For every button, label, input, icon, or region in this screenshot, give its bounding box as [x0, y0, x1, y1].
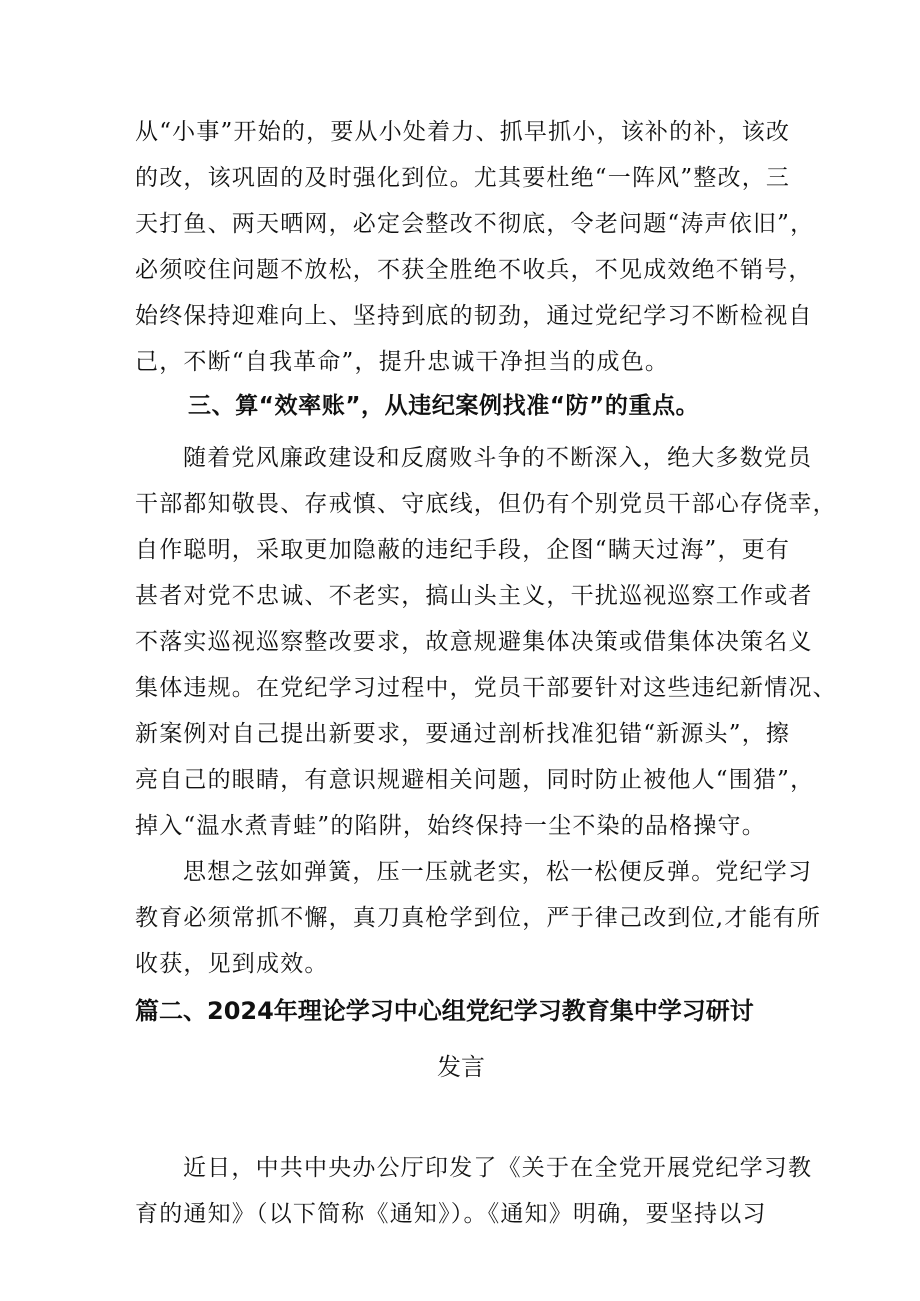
body-line: 思想之弦如弹簧，压一压就老实，松一松便反弹。党纪学习	[183, 859, 813, 885]
article-title: 篇二、2024年理论学习中心组党纪学习教育集中学习研讨	[135, 997, 754, 1025]
body-line: 近日，中共中央办公厅印发了《关于在全党开展党纪学习教	[183, 1155, 813, 1181]
body-line: 教育必须常抓不懈，真刀真枪学到位，严于律己改到位,才能有所	[135, 905, 822, 931]
body-line: 自作聪明，采取更加隐蔽的违纪手段，企图“瞒天过海”，更有	[135, 537, 791, 563]
section-heading: 三、算“效率账”，从违纪案例找准“防”的重点。	[188, 393, 700, 419]
article-title-continuation: 发言	[437, 1053, 485, 1081]
body-line: 育的通知》（以下简称《通知》）。《通知》明确，要坚持以习	[135, 1201, 767, 1227]
body-line: 从“小事”开始的，要从小处着力、抓早抓小，该补的补，该改	[135, 119, 791, 145]
body-line: 掉入“温水煮青蛙”的陷阱，始终保持一尘不染的品格操守。	[135, 813, 766, 839]
body-line: 己，不断“自我革命”，提升忠诚干净担当的成色。	[135, 349, 670, 375]
body-line: 不落实巡视巡察整改要求，故意规避集体决策或借集体决策名义	[135, 629, 813, 655]
body-line: 甚者对党不忠诚、不老实，搞山头主义，干扰巡视巡察工作或者	[135, 583, 813, 609]
body-line: 随着党风廉政建设和反腐败斗争的不断深入，绝大多数党员	[183, 445, 813, 471]
body-line: 收获，见到成效。	[135, 951, 329, 977]
body-line: 集体违规。在党纪学习过程中，党员干部要针对这些违纪新情况、	[135, 675, 837, 701]
body-line: 天打鱼、两天晒网，必定会整改不彻底，令老问题“涛声依旧”，	[135, 211, 815, 237]
body-line: 干部都知敬畏、存戒慎、守底线，但仍有个别党员干部心存侥幸，	[135, 491, 837, 517]
body-line: 亮自己的眼睛，有意识规避相关问题，同时防止被他人“围猎”，	[135, 767, 815, 793]
body-line: 必须咬住问题不放松，不获全胜绝不收兵，不见成效绝不销号，	[135, 257, 813, 283]
body-line: 的改，该巩固的及时强化到位。尤其要杜绝“一阵风”整改，三	[135, 165, 791, 191]
body-line: 始终保持迎难向上、坚持到底的韧劲，通过党纪学习不断检视自	[135, 303, 813, 329]
body-line: 新案例对自己提出新要求，要通过剖析找准犯错“新源头”，擦	[135, 721, 791, 747]
